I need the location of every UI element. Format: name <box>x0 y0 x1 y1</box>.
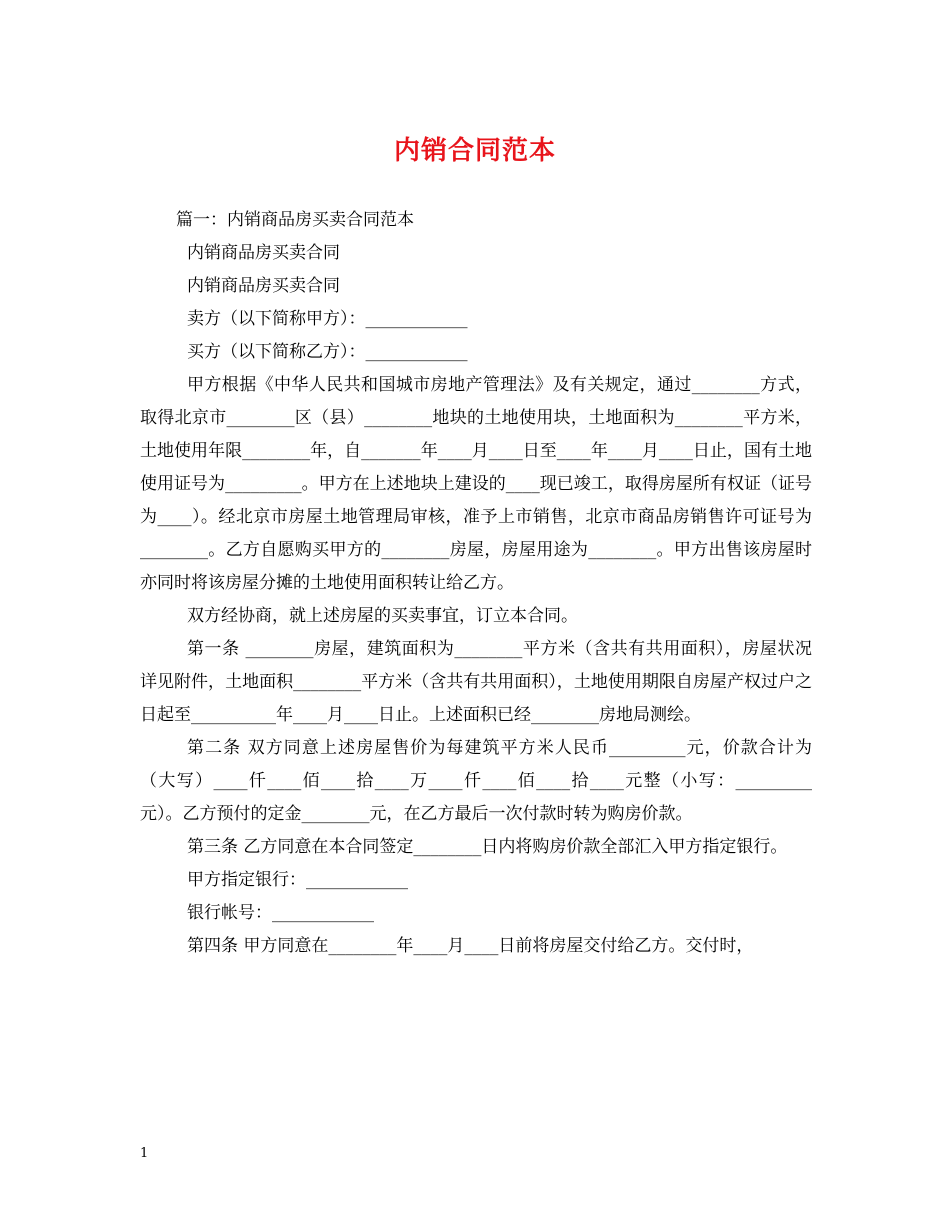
buyer-line: 买方（以下简称乙方）：____________ <box>187 342 468 362</box>
article-4: 第四条 甲方同意在________年____月____日前将房屋交付给乙方。交付时， <box>187 936 754 956</box>
article-2: 第二条 双方同意上述房屋售价为每建筑平方米人民币_________元，价款合计为（大写）____仟____佰____拾____万____仟____佰____拾____元整（小写：_________元）。乙方预付的定金________元，在乙方最后一次付款时转为购房价款。 <box>140 738 812 824</box>
contract-name: 内销商品房买卖合同 <box>187 243 340 263</box>
agreement-paragraph: 双方经协商，就上述房屋的买卖事宜，订立本合同。 <box>187 606 578 626</box>
bank-line: 甲方指定银行：____________ <box>187 870 408 890</box>
article-1: 第一条 ________房屋，建筑面积为________平方米（含共有共用面积），房屋状况详见附件，土地面积________平方米（含共有共用面积），土地使用期限自房屋产权过户之日起至__________年____月____日止。上述面积已经________房地局测绘。 <box>140 639 812 725</box>
contract-name: 内销商品房买卖合同 <box>187 276 340 296</box>
seller-line: 卖方（以下简称甲方）：____________ <box>187 309 468 329</box>
article-3: 第三条 乙方同意在本合同签定________日内将购房价款全部汇入甲方指定银行。 <box>187 837 788 857</box>
preamble-paragraph: 甲方根据《中华人民共和国城市房地产管理法》及有关规定，通过________方式，取得北京市________区（县）________地块的土地使用块，土地面积为________平方米，土地使用年限________年，自_______年____月____日至____年____月____日止，国有土地使用证号为_________。甲方在上述地块上建设的____现已竣工，取得房屋所有权证（证号为____）。经北京市房屋土地管理局审核，准予上市销售，北京市商品房销售许可证号为________。乙方自愿购买甲方的________房屋，房屋用途为________。甲方出售该房屋时亦同时将该房屋分摊的土地使用面积转让给乙方。 <box>140 375 812 593</box>
account-line: 银行帐号：____________ <box>187 903 374 923</box>
document-body <box>140 204 812 963</box>
page-number: 1 <box>140 1146 149 1161</box>
section-heading: 篇一：内销商品房买卖合同范本 <box>176 210 414 230</box>
document-title: 内销合同范本 <box>393 136 556 166</box>
